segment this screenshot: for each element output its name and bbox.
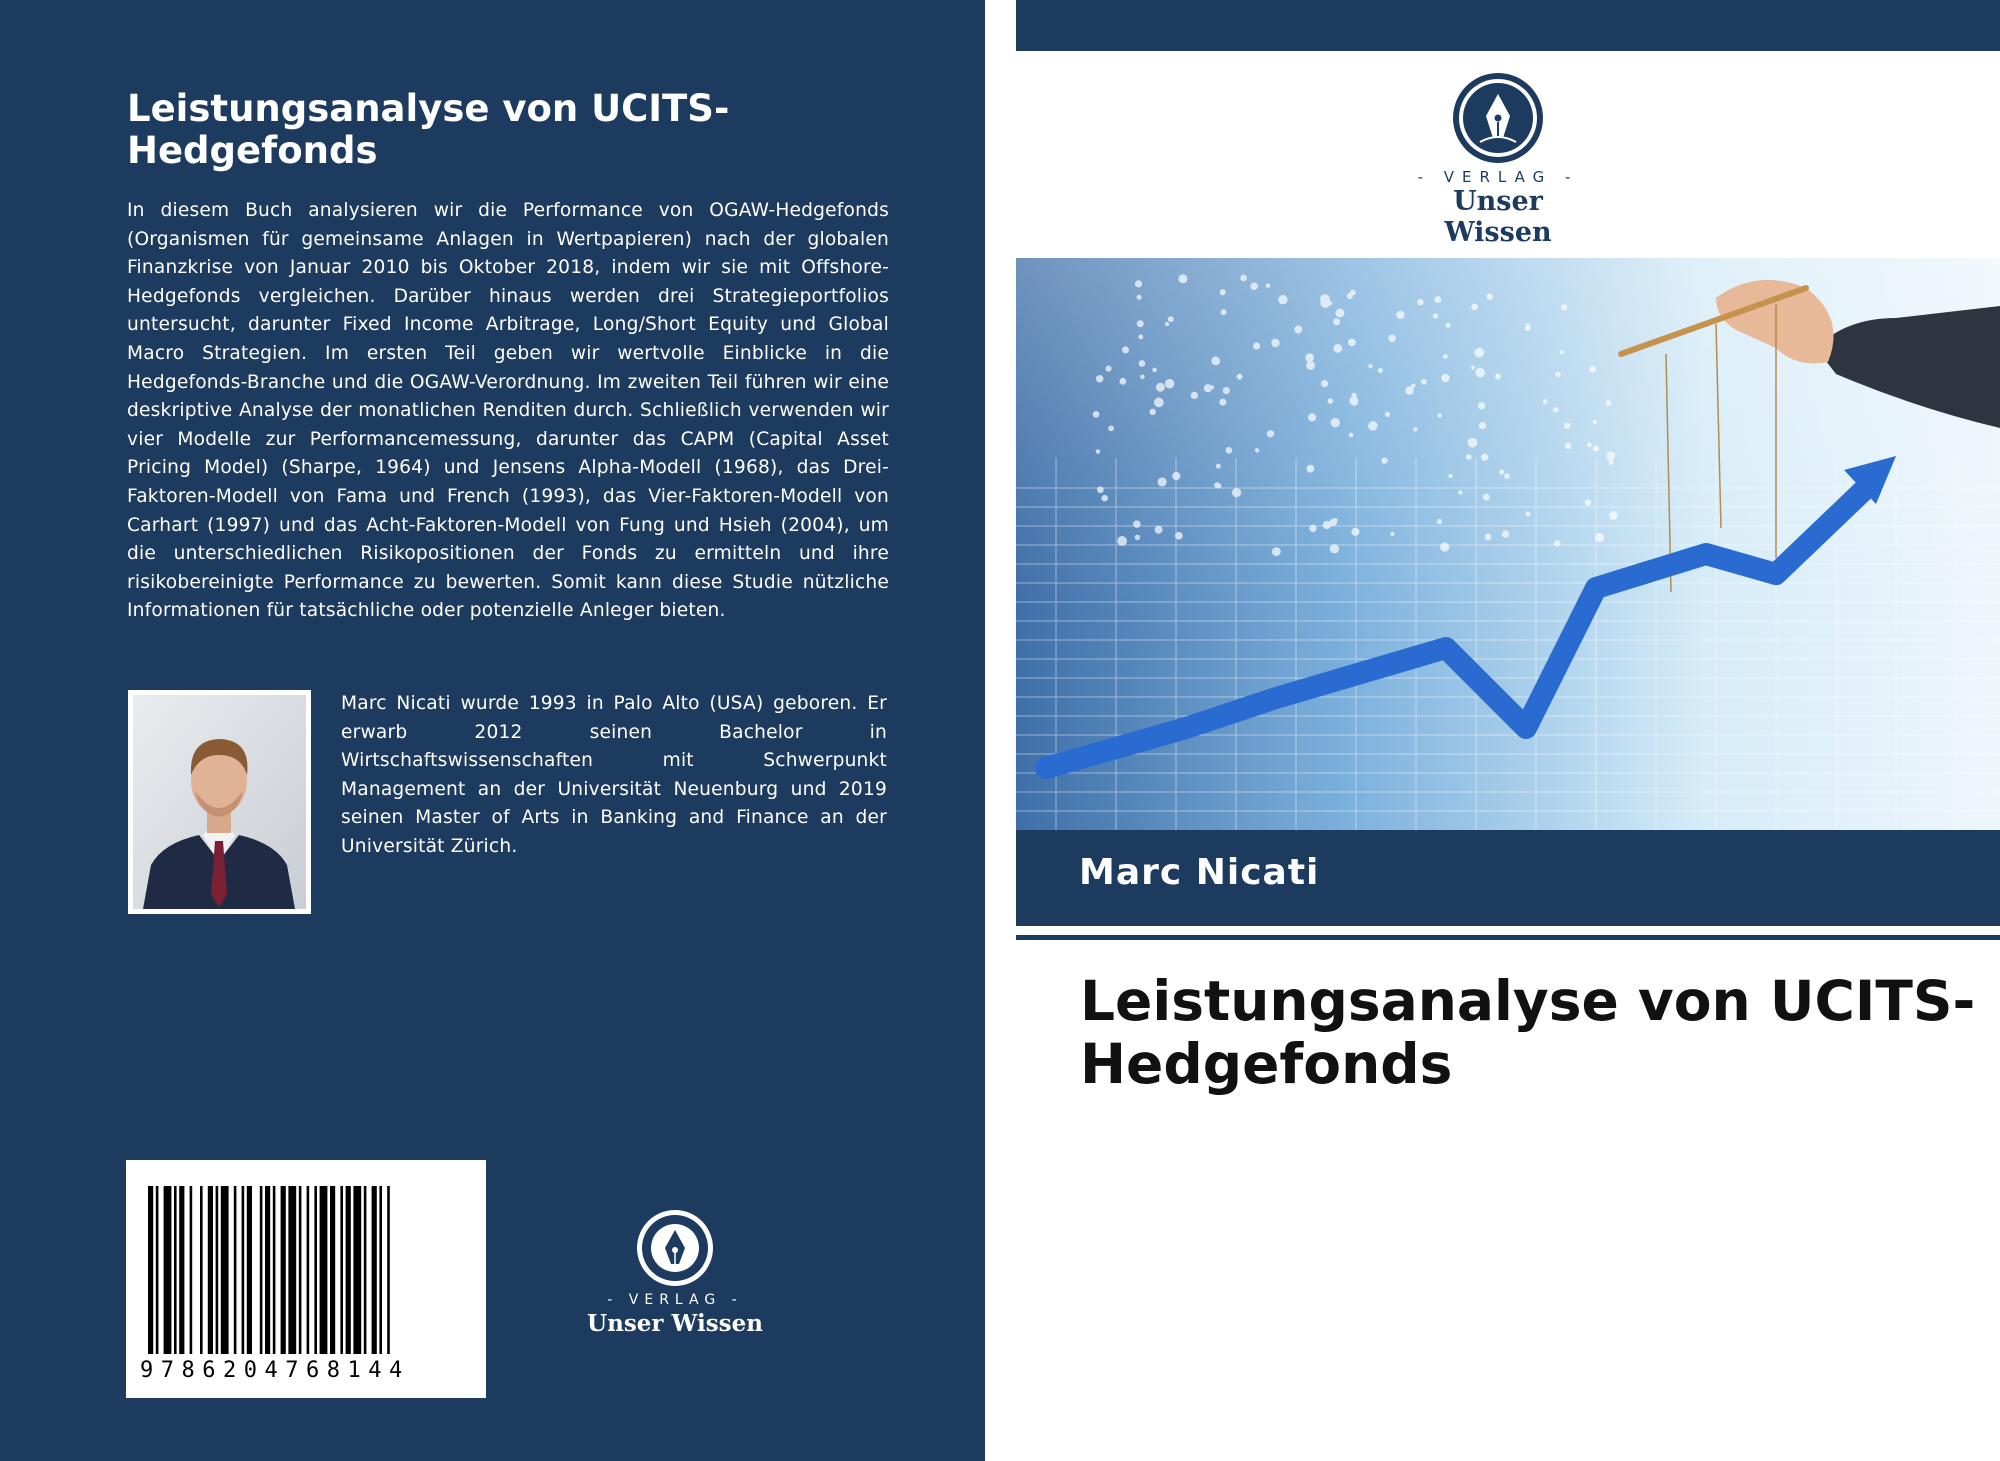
isbn-barcode (126, 1160, 486, 1398)
front-author-name: Marc Nicati (1079, 852, 1320, 893)
barcode-bar (353, 1186, 361, 1354)
publisher-verlag-label: - VERLAG - (607, 1292, 743, 1308)
barcode-bar (307, 1186, 310, 1354)
barcode-bar (265, 1186, 270, 1354)
barcode-bar (379, 1186, 382, 1354)
back-cover-blurb: In diesem Buch analysieren wir die Performance von OGAW-Hedgefonds (Organismen für gemeinsame Anlagen in Wertpapieren) nach der globalen Finanzkrise von Januar 2010 bis Oktober 2018, indem wir sie mit Offshore-Hedgefonds vergleichen. Darüber hinaus werden drei Strategieportfolios untersucht, darunter Fixed Income Arbitrage, Long/Short Equity und Global Macro Strategien. Im ersten Teil geben wir wertvolle Einblicke in die Hedgefonds-Branche und die OGAW-Verordnung. Im zweiten Teil führen wir eine deskriptive Analyse der monatlichen Renditen durch. Schließlich verwenden wir vier Modelle zur Performancemessung, darunter das CAPM (Capital Asset Pricing Model) (Sharpe, 1964) und Jensens Alpha-Modell (1968), das Drei-Faktoren-Modell von Fama und French (1993), das Vier-Faktoren-Modell von Carhart (1997) und das Acht-Faktoren-Modell von Fung und Hsieh (2004), um die unterschiedlichen Risikopositionen der Fonds zu ermitteln und ihre risikobereinigte Performance zu bewerten. Somit kann diese Studie nützliche Informationen für tatsächliche oder potenzielle Anleger bieten. (127, 200, 889, 622)
rising-arrow-illustration (1016, 258, 2000, 830)
barcode-bar (387, 1186, 390, 1354)
publisher-name-front: Unser Wissen (1444, 186, 1552, 248)
isbn-digits: 9786204768144 (140, 1358, 410, 1383)
barcode-bar (281, 1186, 286, 1354)
barcode-bar (179, 1186, 184, 1354)
barcode-bar (288, 1186, 296, 1354)
barcode-bar (299, 1186, 302, 1354)
barcode-bar (156, 1186, 159, 1354)
barcode-bar (260, 1186, 263, 1354)
barcode-bar (200, 1186, 203, 1354)
publisher-logo-front (1400, 72, 1596, 248)
publisher-verlag-label-front: - VERLAG - (1417, 168, 1579, 186)
back-cover-title: Leistungsanalyse von UCITS-Hedgefonds (127, 87, 730, 172)
barcode-bar (242, 1186, 245, 1354)
front-author-band (1016, 830, 2000, 926)
barcode-bar (330, 1186, 335, 1354)
fountain-pen-nib-icon (1400, 72, 1596, 168)
cover-illustration (1016, 258, 2000, 830)
front-top-band (1016, 0, 2000, 51)
publisher-name: Unser Wissen (587, 1310, 763, 1337)
divider-rule (1016, 935, 2000, 940)
barcode-bar (364, 1186, 367, 1354)
back-cover (0, 0, 985, 1461)
barcode-bar (190, 1186, 193, 1354)
barcode-bar (320, 1186, 328, 1354)
barcode-bar (208, 1186, 213, 1354)
barcode-bar (174, 1186, 177, 1354)
publisher-logo-back (585, 1208, 765, 1338)
front-title: Leistungsanalyse von UCITS-Hedgefonds (1080, 969, 1976, 1096)
barcode-bar (216, 1186, 219, 1354)
barcode-bar (221, 1186, 229, 1354)
author-bio: Marc Nicati wurde 1993 in Palo Alto (USA) geboren. Er erwarb 2012 seinen Bachelor in Wirtschaftswissenschaften mit Schwerpunkt Management an der Universität Neuenburg und 2019 seinen Master of Arts in Banking and Finance an der Universität Zürich. (341, 693, 887, 857)
fountain-pen-nib-icon (585, 1208, 765, 1292)
barcode-bar (346, 1186, 351, 1354)
spine (985, 0, 1016, 1461)
portrait-icon (133, 695, 306, 909)
barcode-bar (234, 1186, 237, 1354)
barcode-bar (340, 1186, 343, 1354)
barcode-bar (247, 1186, 252, 1354)
barcode-bar (372, 1186, 377, 1354)
barcode-bar (314, 1186, 317, 1354)
barcode-bar (148, 1186, 153, 1354)
author-photo (128, 690, 311, 914)
barcode-bar (164, 1186, 172, 1354)
barcode-bar (273, 1186, 276, 1354)
